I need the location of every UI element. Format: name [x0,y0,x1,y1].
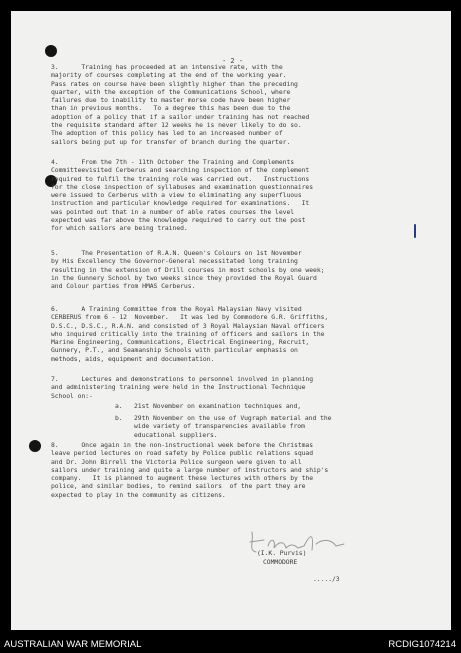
signatory-title: COMMODORE [263,558,298,566]
text-line: failures due to inability to master morse code have been higher [51,96,291,105]
text-line: quarter, with the exception of the Communications School, where [51,87,291,96]
handwritten-margin-mark [414,224,416,238]
signatory-name: (I.K. Purvis) [257,549,307,557]
paragraph-6 [51,305,328,363]
archive-footer [0,636,461,653]
text-line: company. It is planned to augment these lectures with others by the [51,474,314,483]
paragraph-4 [51,158,313,233]
text-line: The adoption of this policy has led to an increased number of [51,129,283,138]
text-line: resulting in the extension of Drill courses in most schools by one week; [51,265,325,274]
paragraph-7 [51,375,313,400]
text-line: sailors under training and quite a large number of instructors and ship's [51,465,329,474]
continuation-marker: ...../3 [313,575,340,583]
text-line: 6. A Training Committee from the Royal Malaysian Navy visited [51,305,302,313]
text-line: b. 29th November on the use of Vugraph material and the [115,414,332,422]
text-line: 3. Training has proceeded at an intensive rate, with the [51,63,283,71]
text-line: 7. Lectures and demonstrations to personnel involved in planning [51,375,314,383]
archive-name: AUSTRALIAN WAR MEMORIAL [4,639,142,650]
text-line: D.S.C., D.S.C., R.A.N. and consisted of 3 Royal Malaysian Naval officers [51,321,325,330]
text-line: for which sailors are being trained. [51,224,188,233]
text-line: and Colour parties from HMAS Cerberus. [51,282,196,291]
text-line: wide variety of transparencies available from [115,422,305,431]
punch-hole-top [45,45,57,57]
paragraph-7a [115,402,301,410]
text-line: the requisite standard after 12 weeks he is never likely to do so. [51,121,302,130]
text-line: CERBERUS from 6 - 12 November. It was led by Commodore G.R. Griffiths, [51,313,329,322]
text-line: was pointed out that in a number of able rates courses the level [51,207,295,216]
paragraph-3 [51,63,309,146]
text-line: 5. The Presentation of R.A.N. Queen's Colours on 1st November [51,249,302,257]
text-line: School on:- [51,391,93,400]
document-page [11,11,451,630]
text-line: Marine Engineering, Communications, Electrical Engineering, Recruit, [51,338,310,347]
punch-hole-bottom [29,440,41,452]
text-line: required to fulfil the training role was carried out. Instructions [51,174,310,183]
paragraph-5 [51,249,324,290]
paragraph-8 [51,441,328,499]
text-line: and Dr. John Birrell the Victoria Police surgeon were given to all [51,457,302,466]
text-line: 4. From the 7th - 11th October the Training and Complements [51,158,295,166]
archive-reference: RCDIG1074214 [388,639,456,650]
text-line: Pass rates on course have been slightly higher than the preceding [51,79,298,88]
text-line: expected was far above the knowledge required to carry out the post [51,216,306,225]
text-line: instruction and particular knowledge required for examinations. It [51,199,310,208]
text-line: expected to play in the community as citizens. [51,490,226,499]
text-line: in the Gunnery School by two weeks since they provided the Royal Guard [51,273,317,282]
text-line: methods, aids, equipment and documentation. [51,354,215,363]
text-line: 8. Once again in the non-instructional week before the Christmas [51,441,314,449]
text-line: police, and similar bodies, to remind sailors of the part they are [51,482,306,491]
text-line: and administering training were held in the Instructional Technique [51,383,306,392]
text-line: Gunnery, P.T., and Seamanship Schools with particular emphasis on [51,346,298,355]
text-line: Committeevisited Cerberus and searching inspection of the complement [51,166,310,175]
text-line: leave period lectures on road safety by Police public relations squad [51,449,314,458]
text-line: who inquired critically into the training of officers and sailors in the [51,329,325,338]
text-line: than in previous months. To a degree this has been due to the [51,104,291,113]
text-line: majority of courses completing at the end of the working year. [51,71,287,80]
page-number: - 2 - [222,57,244,65]
text-line: for the close inspection of syllabuses and examination questionnaires [51,182,314,191]
text-line: sailors being put up for transfer of branch during the quarter. [51,137,291,146]
text-line: educational suppliers. [115,430,218,439]
text-line: were issued to Cerberus with a view to eliminating any superfluous [51,191,302,200]
text-line: by His Excellency the Governor-General necessitated long training [51,257,298,266]
text-line: a. 21st November on examination techniques and, [115,402,302,410]
paragraph-7b [115,414,331,439]
text-line: adoption of a policy that if a sailor under training has not reached [51,112,310,121]
